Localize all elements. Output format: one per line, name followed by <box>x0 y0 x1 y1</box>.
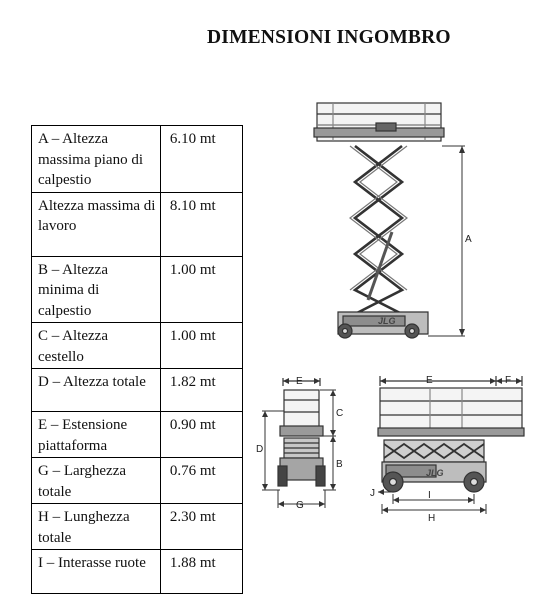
dimension-label: Altezza massima di lavoro <box>32 192 161 256</box>
front-view-drawing <box>262 378 336 508</box>
dimension-letter-h: H <box>428 513 436 524</box>
dimension-label: E – Estensione piattaforma <box>32 412 161 458</box>
brand-logo: JLG <box>378 316 396 326</box>
dimension-label: D – Altezza totale <box>32 369 161 412</box>
dimension-letter-g: G <box>296 500 304 511</box>
dimension-label: G – Larghezza totale <box>32 458 161 504</box>
dimension-value: 6.10 mt <box>160 126 242 193</box>
dimension-letter-i: I <box>428 490 431 501</box>
dimension-value: 1.88 mt <box>160 550 242 594</box>
brand-logo-side: JLG <box>426 468 444 478</box>
dimension-value: 8.10 mt <box>160 192 242 256</box>
page-title: DIMENSIONI INGOMBRO <box>207 27 451 48</box>
dimension-letter-d: D <box>256 444 264 455</box>
dimension-letter-c: C <box>336 408 344 419</box>
dimension-value: 0.76 mt <box>160 458 242 504</box>
dimension-letter-b: B <box>336 459 343 470</box>
dimension-label: B – Altezza minima di calpestio <box>32 256 161 323</box>
dimension-letter-j: J <box>370 488 375 499</box>
dimension-value: 2.30 mt <box>160 504 242 550</box>
dimension-label: H – Lunghezza totale <box>32 504 161 550</box>
dimension-value: 1.82 mt <box>160 369 242 412</box>
dimension-label: C – Altezza cestello <box>32 323 161 369</box>
dimension-label: A – Altezza massima piano di calpestio <box>32 126 161 193</box>
raised-lift-drawing <box>314 103 465 338</box>
dimension-value: 0.90 mt <box>160 412 242 458</box>
dimension-letter-a: A <box>465 234 472 245</box>
dimension-value: 1.00 mt <box>160 256 242 323</box>
dimension-value: 1.00 mt <box>160 323 242 369</box>
side-view-drawing <box>378 376 524 514</box>
dimension-letter-e-side: E <box>426 375 433 386</box>
dimension-label: I – Interasse ruote <box>32 550 161 594</box>
dimension-letter-f: F <box>505 375 512 386</box>
dimension-letter-e: E <box>296 376 303 387</box>
